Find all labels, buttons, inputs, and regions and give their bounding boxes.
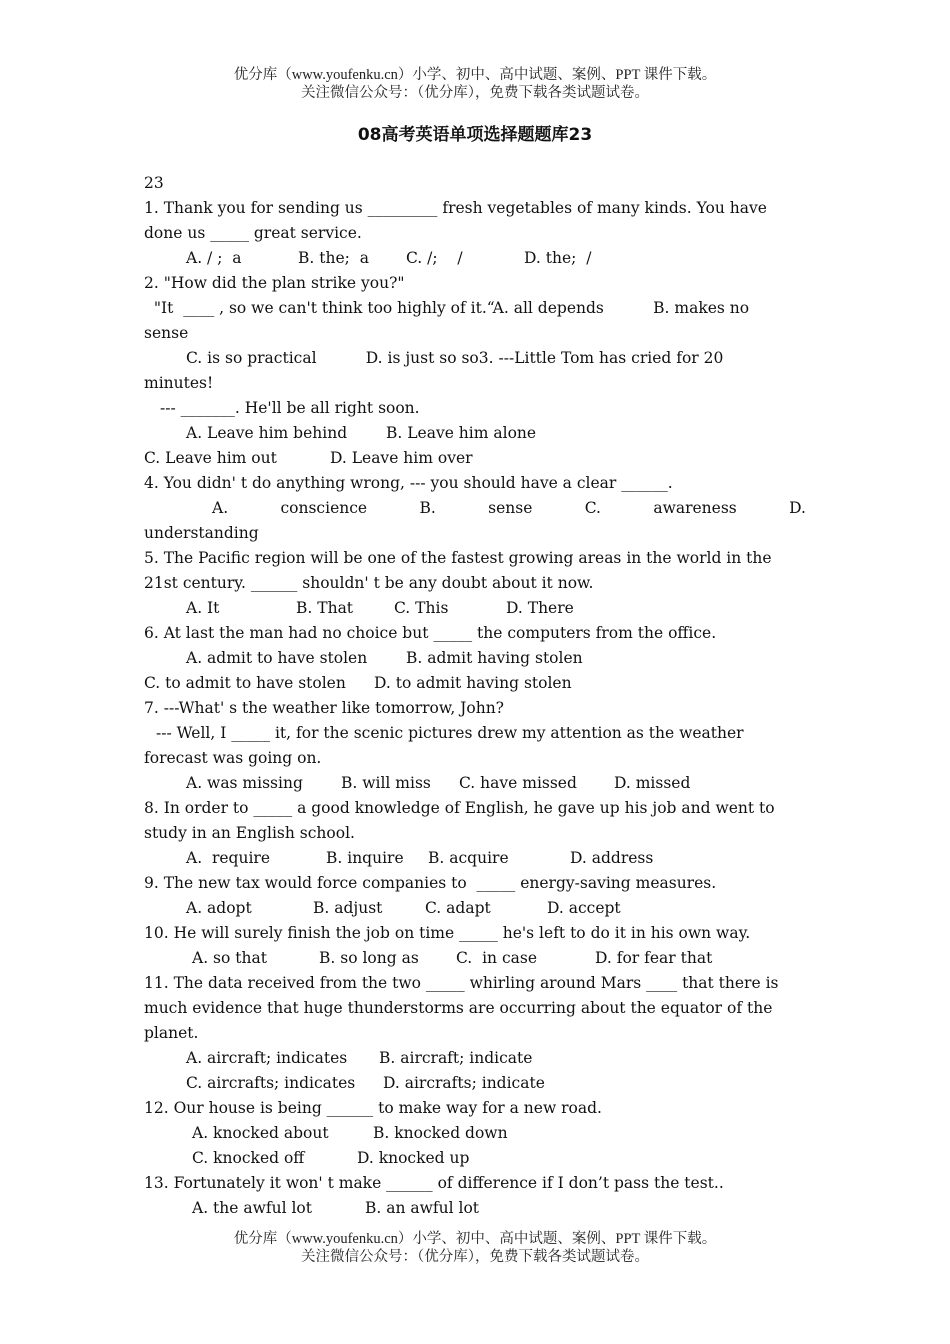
- question-list: [144, 171, 806, 1221]
- option: D. accept: [547, 899, 621, 917]
- question-13-options: [144, 1196, 806, 1221]
- question-3-options-2: [144, 446, 806, 471]
- option-letter: A.: [212, 499, 229, 517]
- question-6-line-1: 6. At last the man had no choice but _____ the computers from the office.: [144, 624, 717, 642]
- option: D. to admit having stolen: [374, 674, 572, 692]
- option: D. Leave him over: [330, 449, 473, 467]
- document-title: 08高考英语单项选择题题库23: [357, 125, 593, 145]
- option: C. in case: [456, 949, 538, 967]
- question-12-options-1: [144, 1121, 806, 1146]
- option: B. knocked down: [373, 1124, 508, 1142]
- option: C. adapt: [425, 899, 491, 917]
- option: A. admit to have stolen: [186, 649, 368, 667]
- question-6-options-2: [144, 671, 806, 696]
- option-text: awareness: [653, 499, 737, 517]
- question-11-line-3: planet.: [144, 1024, 199, 1042]
- option: B. will miss: [341, 774, 431, 792]
- page-footer: [0, 1230, 950, 1266]
- question-2-line-3: sense: [144, 324, 189, 342]
- question-7-options: [144, 771, 806, 796]
- option: B. acquire: [428, 849, 509, 867]
- option-letter: B.: [419, 499, 436, 517]
- option: A. / ; a: [186, 249, 242, 267]
- option: B. an awful lot: [365, 1199, 480, 1217]
- option: B. aircraft; indicate: [379, 1049, 533, 1067]
- option: C. This: [394, 599, 449, 617]
- question-4-options: [144, 496, 806, 521]
- option: A. It: [186, 599, 220, 617]
- question-11-options-1: [144, 1046, 806, 1071]
- footer-line-2: 关注微信公众号：（优分库），免费下载各类试题试卷。: [301, 1249, 649, 1265]
- option: B. so long as: [319, 949, 419, 967]
- option: C. have missed: [459, 774, 577, 792]
- question-9-options: [144, 896, 806, 921]
- option: D. missed: [614, 774, 691, 792]
- option: A. was missing: [186, 774, 303, 792]
- option: D. for fear that: [595, 949, 713, 967]
- option: C. knocked off: [192, 1149, 305, 1167]
- option-text: conscience: [280, 499, 368, 517]
- question-3-line-2: --- _______. He'll be all right soon.: [160, 399, 420, 417]
- option: D. the; /: [524, 249, 592, 267]
- question-2-line-2: "It ____ , so we can't think too highly of it.“A. all depends B. makes no: [144, 299, 750, 317]
- option: C. /; /: [406, 249, 463, 267]
- question-7-line-3: forecast was going on.: [144, 749, 322, 767]
- option: A. knocked about: [192, 1124, 329, 1142]
- option: C. Leave him out: [144, 449, 277, 467]
- option: A. the awful lot: [192, 1199, 312, 1217]
- option-letter: D.: [789, 499, 806, 517]
- question-8-line-2: study in an English school.: [144, 824, 355, 842]
- question-4-line-1: 4. You didn' t do anything wrong, --- you should have a clear ______.: [144, 474, 673, 492]
- option: B. That: [296, 599, 354, 617]
- section-number: 23: [144, 174, 164, 192]
- option: A. Leave him behind: [186, 424, 348, 442]
- question-2-options: C. is so practical D. is just so so3. ---Little Tom has cried for 20: [186, 349, 724, 367]
- option: B. Leave him alone: [386, 424, 537, 442]
- question-2-line-1: 2. "How did the plan strike you?": [144, 274, 405, 292]
- header-line-2: 关注微信公众号：（优分库），免费下载各类试题试卷。: [301, 85, 649, 101]
- option: A. adopt: [186, 899, 252, 917]
- question-12-options-2: [144, 1146, 806, 1171]
- question-11-options-2: [144, 1071, 806, 1096]
- option: A. aircraft; indicates: [186, 1049, 348, 1067]
- question-11-line-2: much evidence that huge thunderstorms are occurring about the equator of the: [144, 999, 773, 1017]
- option-text: sense: [488, 499, 533, 517]
- option: C. aircrafts; indicates: [186, 1074, 356, 1092]
- option: D. knocked up: [357, 1149, 470, 1167]
- question-10-line-1: 10. He will surely finish the job on time _____ he's left to do it in his own way.: [144, 924, 751, 942]
- option: D. address: [570, 849, 654, 867]
- page-header: [0, 66, 950, 102]
- option: B. adjust: [313, 899, 383, 917]
- option: B. admit having stolen: [406, 649, 583, 667]
- question-11-line-1: 11. The data received from the two _____ whirling around Mars ____ that there is: [144, 974, 779, 992]
- question-5-line-1: 5. The Pacific region will be one of the fastest growing areas in the world in the: [144, 549, 772, 567]
- option: C. to admit to have stolen: [144, 674, 346, 692]
- option: D. aircrafts; indicate: [383, 1074, 545, 1092]
- option: B. the; a: [298, 249, 369, 267]
- question-1-line-2: done us _____ great service.: [144, 224, 362, 242]
- option: A. so that: [192, 949, 267, 967]
- question-10-options: [144, 946, 806, 971]
- question-3-options-1: [144, 421, 806, 446]
- option-letter: C.: [584, 499, 601, 517]
- question-9-line-1: 9. The new tax would force companies to _____ energy-saving measures.: [144, 874, 717, 892]
- option: D. There: [506, 599, 574, 617]
- question-8-options: [144, 846, 806, 871]
- question-13-line-1: 13. Fortunately it won' t make ______ of difference if I don’t pass the test..: [144, 1174, 724, 1192]
- footer-line-1: 优分库（www.youfenku.cn）小学、初中、高中试题、案例、PPT 课件下载。: [233, 1231, 717, 1247]
- question-4-line-3: understanding: [144, 524, 259, 542]
- question-7-line-1: 7. ---What' s the weather like tomorrow, John?: [144, 699, 504, 717]
- question-7-line-2: --- Well, I _____ it, for the scenic pictures drew my attention as the weather: [156, 724, 744, 742]
- header-line-1: 优分库（www.youfenku.cn）小学、初中、高中试题、案例、PPT 课件下载。: [233, 67, 717, 83]
- question-12-line-1: 12. Our house is being ______ to make way for a new road.: [144, 1099, 602, 1117]
- question-5-line-2: 21st century. ______ shouldn' t be any doubt about it now.: [144, 574, 594, 592]
- question-3-line-1: minutes!: [144, 374, 214, 392]
- question-8-line-1: 8. In order to _____ a good knowledge of English, he gave up his job and went to: [144, 799, 775, 817]
- option: A. require: [186, 849, 271, 867]
- question-6-options-1: [144, 646, 806, 671]
- question-5-options: [144, 596, 806, 621]
- question-1-options: [144, 246, 806, 271]
- question-1-line-1: 1. Thank you for sending us _________ fresh vegetables of many kinds. You have: [144, 199, 767, 217]
- option: B. inquire: [326, 849, 404, 867]
